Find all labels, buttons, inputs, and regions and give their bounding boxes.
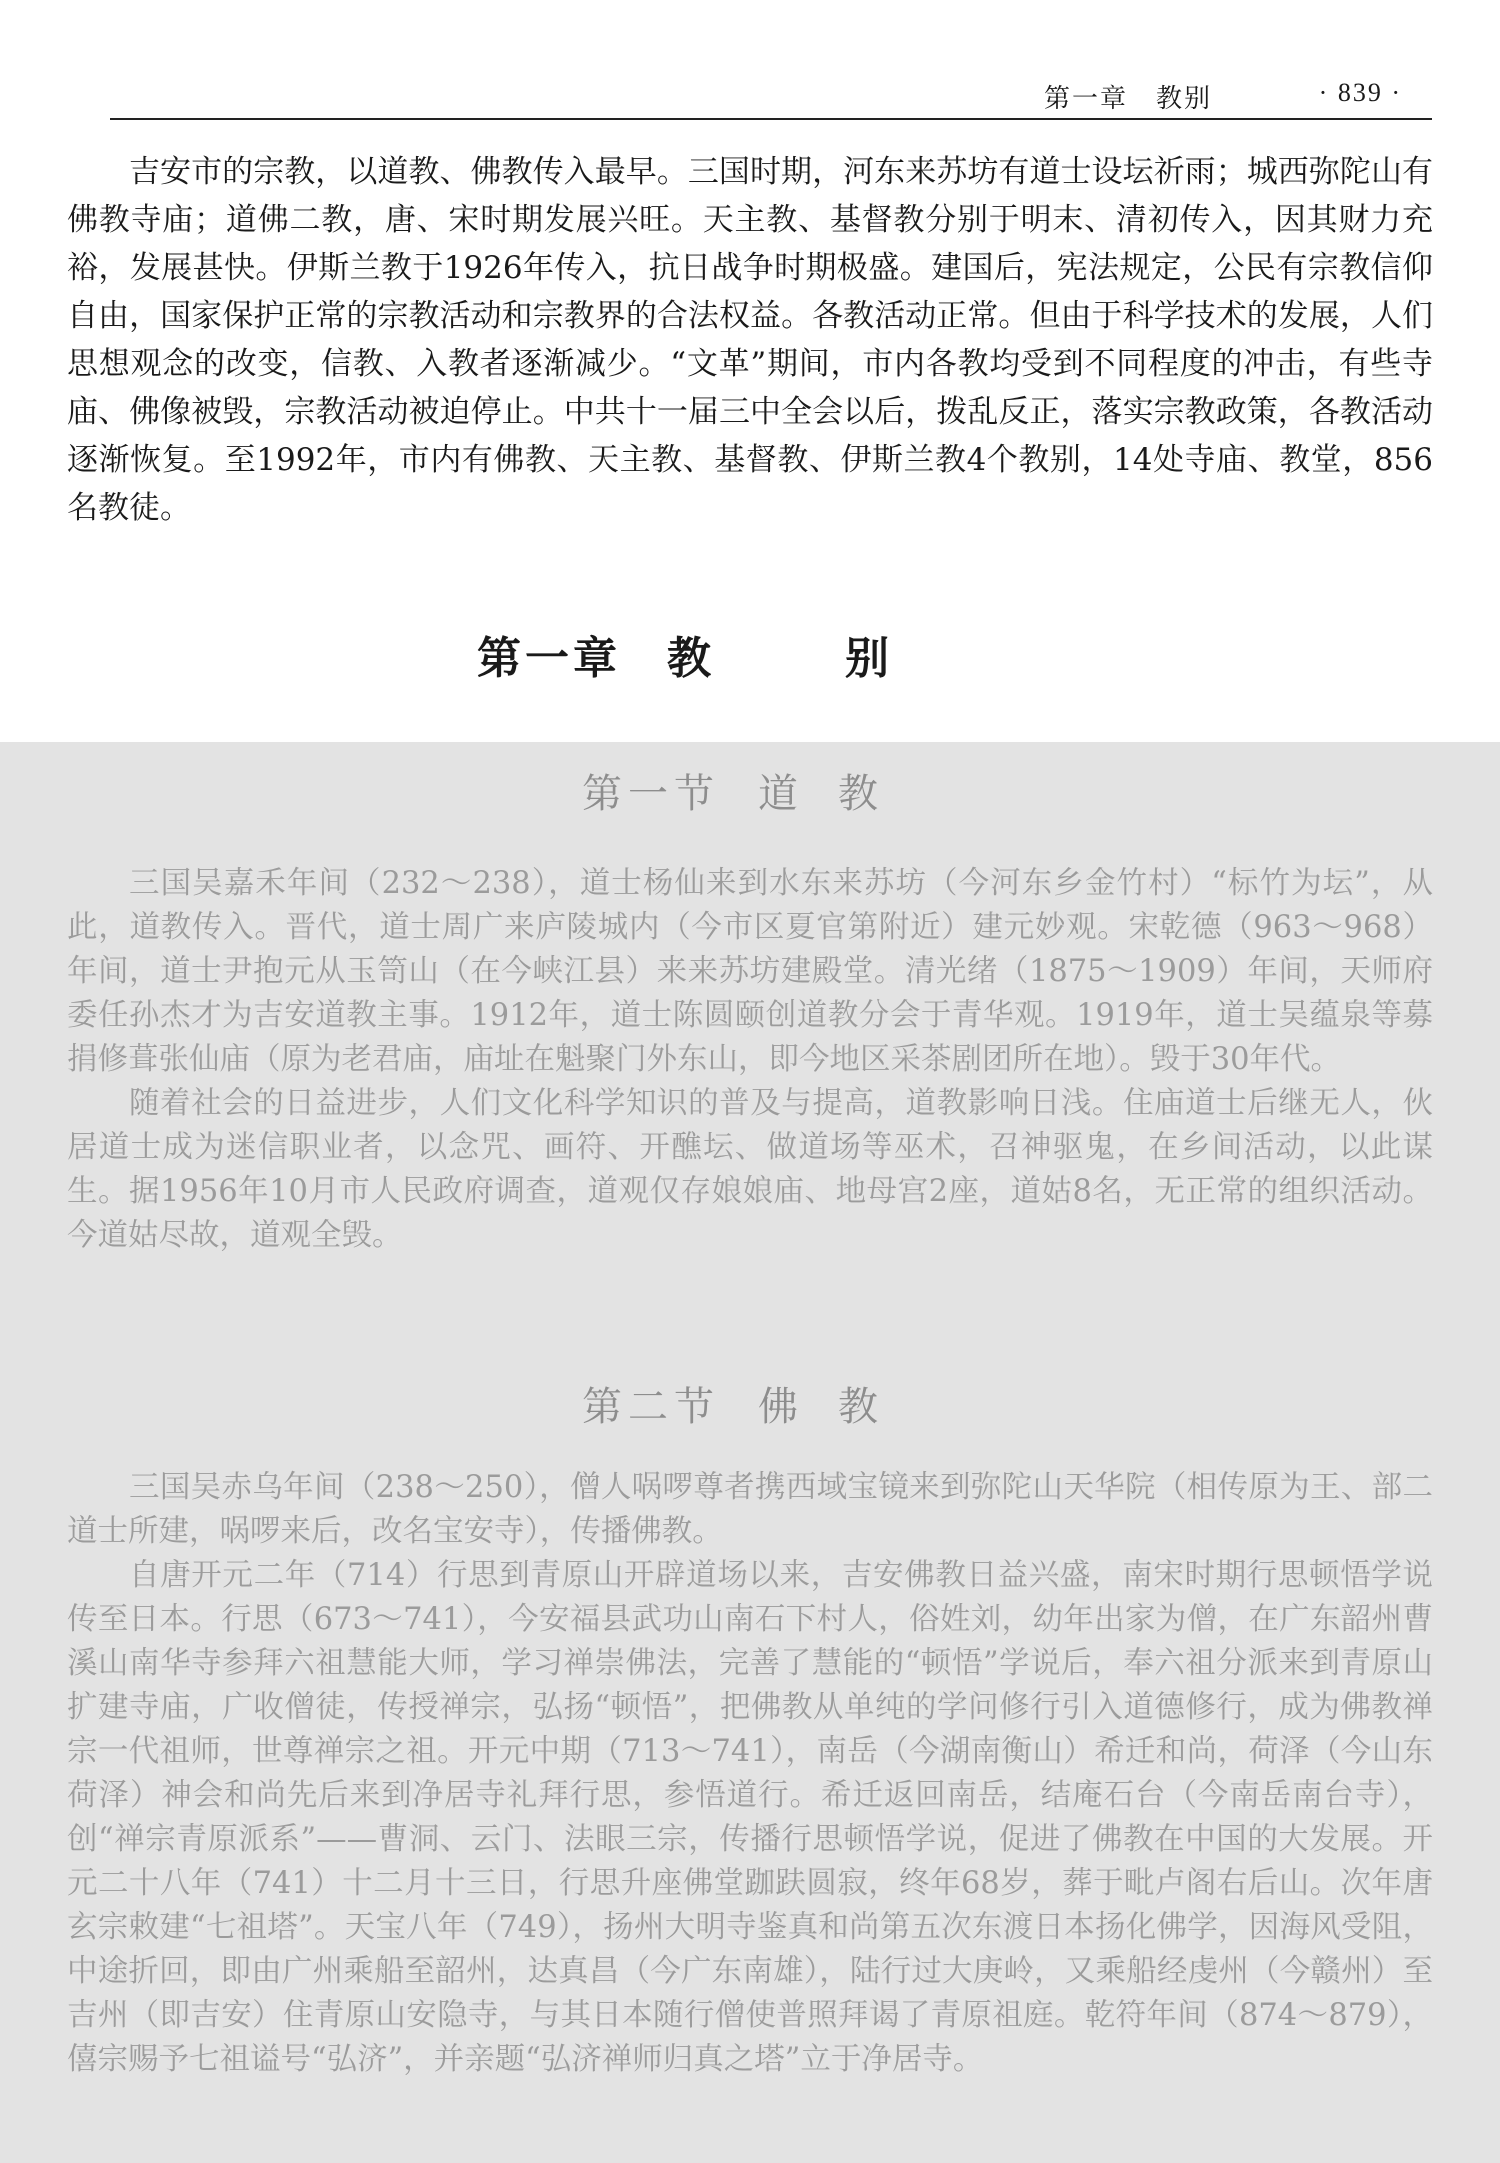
intro-text [67,148,1433,532]
section-title-name: 佛教 [758,1384,918,1430]
section-title-number: 第一节 [582,771,720,817]
section-title-name: 道教 [758,771,918,817]
paragraph: 随着社会的日益进步，人们文化科学知识的普及与提高，道教影响日浅。住庙道士后继无人，伙居道士成为迷信职业者，以念咒、画符、开醮坛、做道场等巫术，召神驱鬼，在乡间活动，以此谋生。据1956年10月市人民政府调查，道观仅存娘娘庙、地母宫2座，道姑8名，无正常的组织活动。今道姑尽故，道观全毁。 [67,1086,1433,1253]
paragraph: 自唐开元二年（714）行思到青原山开辟道场以来，吉安佛教日益兴盛，南宋时期行思顿悟学说传至日本。行思（673～741），今安福县武功山南石下村人，俗姓刘，幼年出家为僧，在广东韶州曹溪山南华寺参拜六祖慧能大师，学习禅崇佛法，完善了慧能的“顿悟”学说后，奉六祖分派来到青原山扩建寺庙，广收僧徒，传授禅宗，弘扬“顿悟”，把佛教从单纯的学问修行引入道德修行，成为佛教禅宗一代祖师，世尊禅宗之祖。开元中期（713～741），南岳（今湖南衡山）希迁和尚，荷泽（今山东荷泽）神会和尚先后来到净居寺礼拜行思，参悟道行。希迁返回南岳，结庵石台（今南岳南台寺），创“禅宗青原派系”——曹洞、云门、法眼三宗，传播行思顿悟学说，促进了佛教在中国的大发展。开元二十八年（741）十二月十三日，行思升座佛堂跏趺圆寂，终年68岁，葬于毗卢阁右后山。次年唐玄宗敕建“七祖塔”。天宝八年（749），扬州大明寺鉴真和尚第五次东渡日本扬化佛学，因海风受阻，中途折回，即由广州乘船至韶州，达真昌（今广东南雄），陆行过大庚岭，又乘船经虔州（今赣州）至吉州（即吉安）住青原山安隐寺，与其日本随行僧使普照拜谒了青原祖庭。乾符年间（874～879），僖宗赐予七祖谥号“弘济”，并亲题“弘济禅师归真之塔”立于净居寺。 [67,1558,1433,2077]
section-title-taoism [0,762,1500,819]
section-body-buddhism [67,1466,1433,2082]
chapter-title [0,622,1500,686]
section-title-buddhism [0,1375,1500,1432]
running-header [110,72,1432,120]
paragraph: 三国吴嘉禾年间（232～238），道士杨仙来到水东来苏坊（今河东乡金竹村）“标竹为坛”，从此，道教传入。晋代，道士周广来庐陵城内（今市区夏官第附近）建元妙观。宋乾德（963～968）年间，道士尹抱元从玉笥山（在今峡江县）来来苏坊建殿堂。清光绪（1875～1909）年间，天师府委任孙杰才为吉安道教主事。1912年，道士陈圆颐创道教分会于青华观。1919年，道士吴蕴泉等募捐修葺张仙庙（原为老君庙，庙址在魁聚门外东山，即今地区采茶剧团所在地）。毁于30年代。 [67,866,1433,1077]
section-title-number: 第二节 [582,1384,720,1430]
page-number: · 839 · [1318,78,1402,107]
intro-paragraph: 吉安市的宗教，以道教、佛教传入最早。三国时期，河东来苏坊有道士设坛祈雨；城西弥陀山有佛教寺庙；道佛二教，唐、宋时期发展兴旺。天主教、基督教分别于明末、清初传入，因其财力充裕，发展甚快。伊斯兰教于1926年传入，抗日战争时期极盛。建国后，宪法规定，公民有宗教信仰自由，国家保护正常的宗教活动和宗教界的合法权益。各教活动正常。但由于科学技术的发展，人们思想观念的改变，信教、入教者逐渐减少。“文革”期间，市内各教均受到不同程度的冲击，有些寺庙、佛像被毁，宗教活动被迫停止。中共十一届三中全会以后，拨乱反正，落实宗教政策，各教活动逐渐恢复。至1992年，市内有佛教、天主教、基督教、伊斯兰教4个教别，14处寺庙、教堂，856名教徒。 [67,154,1433,526]
paragraph: 三国吴赤乌年间（238～250），僧人㖞啰尊者携西域宝镜来到弥陀山天华院（相传原为王、部二道士所建，㖞啰来后，改名宝安寺），传播佛教。 [67,1470,1433,1549]
chapter-title-name: 教别 [667,633,1023,684]
chapter-title-number: 第一章 [477,633,621,684]
running-header-chapter: 第一章 教别 [1043,84,1212,114]
section-body-taoism [67,862,1433,1258]
